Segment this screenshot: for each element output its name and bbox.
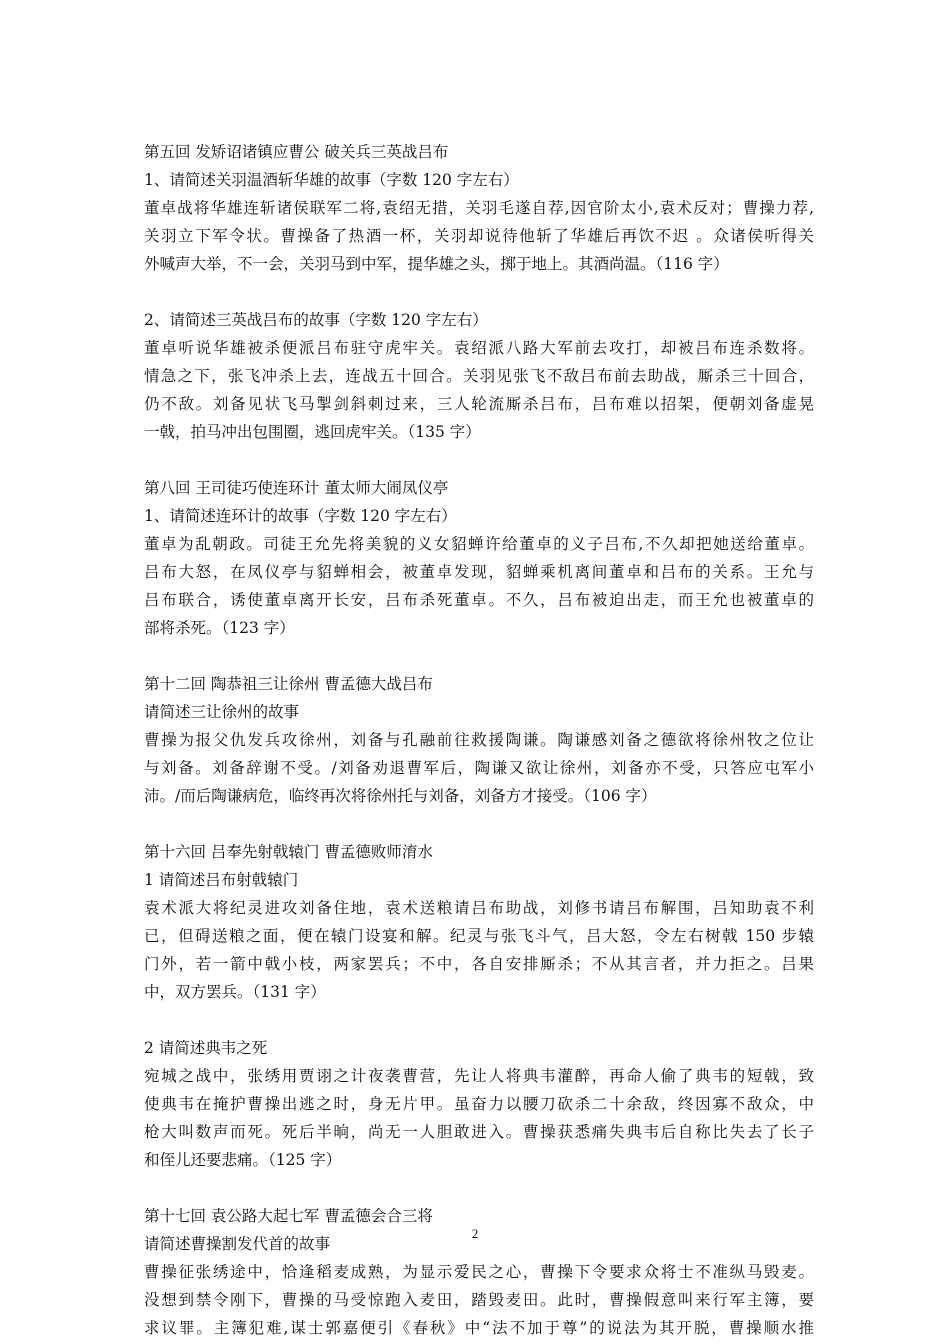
answer-line: 求议罪。主簿犯难,谋士郭嘉便引《春秋》中“法不加于尊”的说法为其开脱，曹操顺水推: [144, 1319, 814, 1337]
answer-line: 部将杀死。（123 字）: [144, 619, 295, 637]
paragraph-gap: [144, 810, 814, 838]
answer-line: 中，双方罢兵。（131 字）: [144, 983, 326, 1001]
chapter-heading: 第五回 发矫诏诸镇应曹公 破关兵三英战吕布: [144, 143, 449, 161]
section-ch16: [144, 838, 814, 1174]
answer-line: 沛。/而后陶谦病危，临终再次将徐州托与刘备，刘备方才接受。（106 字）: [144, 787, 657, 805]
question-heading: 1 请简述吕布射戟辕门: [144, 871, 299, 889]
chapter-heading: 第十六回 吕奉先射戟辕门 曹孟德败师淯水: [144, 843, 433, 861]
answer-line: 门外，若一箭中戟小枝，两家罢兵；不中，各自安排厮杀；不从其言者，并力拒之。吕果: [144, 955, 814, 973]
question-heading: 请简述三让徐州的故事: [144, 703, 300, 721]
answer-line: 董卓听说华雄被杀便派吕布驻守虎牢关。袁绍派八路大军前去攻打，却被吕布连杀数将。: [144, 339, 814, 357]
chapter-heading: 第十七回 袁公路大起七军 曹孟德会合三将: [144, 1207, 433, 1225]
question-heading: 2 请简述典韦之死: [144, 1039, 268, 1057]
answer-line: 使典韦在掩护曹操出逃之时，身无片甲。虽奋力以腰刀砍杀二十余敌，终因寡不敌众，中: [144, 1095, 814, 1113]
chapter-heading: 第十二回 陶恭祖三让徐州 曹孟德大战吕布: [144, 675, 433, 693]
answer-line: 情急之下，张飞冲杀上去，连战五十回合。关羽见张飞不敌吕布前去助战，厮杀三十回合，: [144, 367, 814, 385]
answer-line: 枪大叫数声而死。死后半晌，尚无一人胆敢进入。曹操获悉痛失典韦后自称比失去了长子: [144, 1123, 814, 1141]
question-heading: 1、请简述关羽温酒斩华雄的故事（字数 120 字左右）: [144, 171, 519, 189]
paragraph-gap: [144, 1174, 814, 1202]
section-ch12: [144, 670, 814, 810]
document-body: [144, 138, 814, 1342]
chapter-heading: 第八回 王司徒巧使连环计 董太师大闹凤仪亭: [144, 479, 449, 497]
answer-line: 吕布大怒，在凤仪亭与貂蝉相会，被董卓发现，貂蝉乘机离间董卓和吕布的关系。王允与: [144, 563, 814, 581]
answer-line: 曹操为报父仇发兵攻徐州，刘备与孔融前往救援陶谦。陶谦感刘备之德欲将徐州牧之位让: [144, 731, 814, 749]
question-heading: 请简述曹操割发代首的故事: [144, 1235, 331, 1253]
paragraph-gap: [144, 1006, 814, 1034]
paragraph-gap: [144, 446, 814, 474]
answer-line: 和侄儿还要悲痛。（125 字）: [144, 1151, 342, 1169]
answer-line: 吕布联合，诱使董卓离开长安，吕布杀死董卓。不久，吕布被迫出走，而王允也被董卓的: [144, 591, 814, 609]
question-heading: 2、请简述三英战吕布的故事（字数 120 字左右）: [144, 311, 488, 329]
answer-line: 一戟，拍马冲出包围圈，逃回虎牢关。（135 字）: [144, 423, 481, 441]
paragraph-gap: [144, 642, 814, 670]
section-ch5: [144, 138, 814, 446]
question-heading: 1、请简述连环计的故事（字数 120 字左右）: [144, 507, 457, 525]
answer-line: 曹操征张绣途中，恰逢稻麦成熟，为显示爱民之心，曹操下令要求众将士不准纵马毁麦。: [144, 1263, 814, 1281]
answer-line: 与刘备。刘备辞谢不受。/刘备劝退曹军后，陶谦又欲让徐州，刘备亦不受，只答应屯军小: [144, 759, 814, 777]
answer-line: 宛城之战中，张绣用贾诩之计夜袭曹营，先让人将典韦灌醉，再命人偷了典韦的短戟，致: [144, 1067, 814, 1085]
answer-line: 董卓为乱朝政。司徒王允先将美貌的义女貂蝉许给董卓的义子吕布,不久却把她送给董卓。: [144, 535, 814, 553]
answer-line: 外喊声大举，不一会，关羽马到中军，提华雄之头，掷于地上。其酒尚温。（116 字）: [144, 255, 729, 273]
answer-line: 仍不敌。刘备见状飞马掣剑斜刺过来，三人轮流厮杀吕布，吕布难以招架，便朝刘备虚晃: [144, 395, 814, 413]
answer-line: 董卓战将华雄连斩诸侯联军二将,袁绍无措，关羽毛遂自荐,因官阶太小,袁术反对；曹操力荐,: [144, 199, 814, 217]
answer-line: 袁术派大将纪灵进攻刘备住地，袁术送粮请吕布助战，刘修书请吕布解围，吕知助袁不利: [144, 899, 814, 917]
answer-line: 已，但碍送粮之面，便在辕门设宴和解。纪灵与张飞斗气，吕大怒，令左右树戟 150 步辕: [144, 927, 814, 945]
paragraph-gap: [144, 278, 814, 306]
answer-line: 关羽立下军令状。曹操备了热酒一杯，关羽却说待他斩了华雄后再饮不迟 。众诸侯听得关: [144, 227, 814, 245]
answer-line: 没想到禁令刚下，曹操的马受惊跑入麦田，踏毁麦田。此时，曹操假意叫来行军主簿，要: [144, 1291, 814, 1309]
page-number: 2: [471, 1226, 479, 1241]
section-ch8: [144, 474, 814, 642]
section-ch17: [144, 1202, 814, 1342]
